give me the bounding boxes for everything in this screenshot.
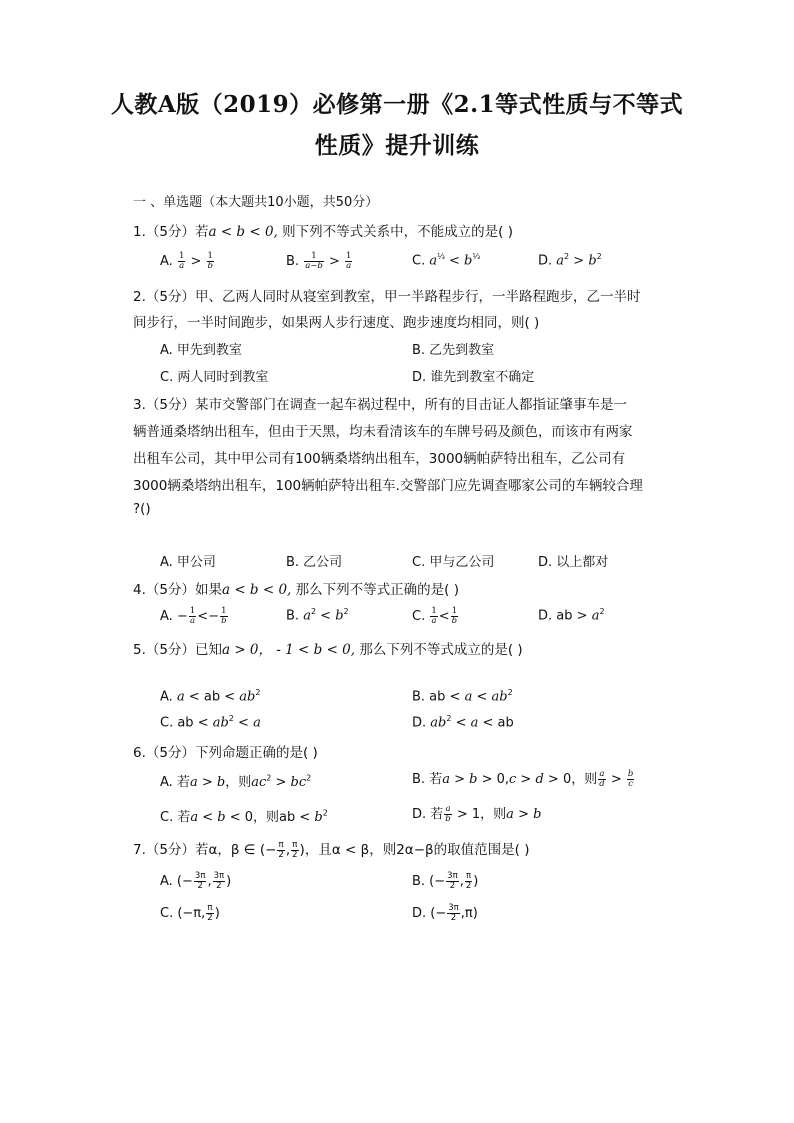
question-1-option-b: B. $\frac{1}{a-b}$ > $\frac{1}{a}$ bbox=[286, 251, 352, 271]
question-4-option-d: D. ab > $a^2$ bbox=[538, 607, 605, 624]
question-2-option-a: A. 甲先到教室 bbox=[160, 343, 242, 358]
question-3-stem-line-4: 3000辆桑塔纳出租车，100辆帕萨特出租车.交警部门应先调查哪家公司的车辆较合理 bbox=[133, 478, 643, 494]
question-7-stem: 7.（5分）若α，β ∈ (− $\frac{\pi}{2}$ , $\frac{\pi}{2}$ )，且α < β，则2α−β的取值范围是( ) bbox=[133, 839, 530, 860]
question-6-option-b: B. 若a > b > 0,c > d > 0，则 $\frac{a}{d}$ > $\frac{b}{c}$ bbox=[412, 769, 634, 789]
question-5-option-c: C. ab < $ab^2 < a$ bbox=[160, 714, 261, 731]
question-6-option-c: C. 若a < b < 0，则ab < $b^2$ bbox=[160, 808, 328, 825]
question-5-stem: 5.（5分）已知a > 0， - 1 < b < 0, 那么下列不等式成立的是( ) bbox=[133, 642, 523, 658]
question-7-option-a: A. (− $\frac{3\pi}{2}$ , $\frac{3\pi}{2}$ ) bbox=[160, 871, 232, 891]
question-2-stem-line-2: 间步行，一半时间跑步，如果两人步行速度、跑步速度均相同，则( ) bbox=[133, 315, 540, 331]
question-2-option-c: C. 两人同时到教室 bbox=[160, 370, 269, 385]
question-4-option-a: A. − $\frac{1}{a}$ <− $\frac{1}{b}$ bbox=[160, 606, 227, 626]
question-6-stem: 6.（5分）下列命题正确的是( ) bbox=[133, 745, 318, 761]
question-6-option-a: A. 若a > b，则$ac^2 > bc^2$ bbox=[160, 773, 312, 790]
document-title-line-2: 性质》提升训练 bbox=[314, 132, 480, 159]
question-3-stem-line-1: 3.（5分）某市交警部门在调查一起车祸过程中，所有的目击证人都指证肇事车是一 bbox=[133, 397, 627, 413]
question-2-option-b: B. 乙先到教室 bbox=[412, 343, 495, 358]
question-3-stem-line-2: 辆普通桑塔纳出租车，但由于天黑，均未看清该车的车牌号码及颜色，而该市有两家 bbox=[133, 424, 633, 440]
question-3-option-d: D. 以上都对 bbox=[538, 555, 609, 570]
question-3-option-a: A. 甲公司 bbox=[160, 555, 216, 570]
question-7-option-c: C. (−π, $\frac{\pi}{2}$ ) bbox=[160, 903, 220, 923]
question-3-option-b: B. 乙公司 bbox=[286, 555, 343, 570]
document-title-line-1: 人教A版（2019）必修第一册《2.1等式性质与不等式 bbox=[110, 91, 684, 118]
question-1-stem: 1.（5分）若a < b < 0, 则下列不等式关系中，不能成立的是( ) bbox=[133, 224, 513, 240]
question-4-option-b: B. $a^2 < b^2$ bbox=[286, 607, 349, 624]
question-3-stem-line-3: 出租车公司，其中甲公司有100辆桑塔纳出租车，3000辆帕萨特出租车，乙公司有 bbox=[133, 451, 626, 467]
question-5-option-a: A. a < ab < $ab^2$ bbox=[160, 688, 261, 705]
question-1-option-d: D. $a^2 > b^2$ bbox=[538, 252, 602, 269]
question-2-stem-line-1: 2.（5分）甲、乙两人同时从寝室到教室，甲一半路程步行，一半路程跑步，乙一半时 bbox=[133, 289, 641, 305]
question-1-option-c: C. $a^{\frac{1}{3}} < b^{\frac{1}{3}}$ bbox=[412, 252, 481, 269]
question-5-option-d: D. $ab^2 < a$ < ab bbox=[412, 714, 514, 731]
question-3-option-c: C. 甲与乙公司 bbox=[412, 555, 495, 570]
question-6-option-d: D. 若 $\frac{a}{b}$ > 1，则a > b bbox=[412, 804, 542, 824]
question-3-stem-line-5: ?() bbox=[133, 501, 151, 517]
question-4-stem: 4.（5分）如果a < b < 0, 那么下列不等式正确的是( ) bbox=[133, 582, 459, 598]
question-2-option-d: D. 谁先到教室不确定 bbox=[412, 370, 535, 385]
question-1-option-a: A. $\frac{1}{a}$ > $\frac{1}{b}$ bbox=[160, 251, 213, 271]
section-heading: 一 、单选题（本大题共10小题，共50分） bbox=[133, 195, 379, 210]
question-7-option-d: D. (− $\frac{3\pi}{2}$ ,π) bbox=[412, 903, 478, 923]
question-7-option-b: B. (− $\frac{3\pi}{2}$ , $\frac{\pi}{2}$ ) bbox=[412, 871, 479, 891]
question-5-option-b: B. ab < $a < ab^2$ bbox=[412, 688, 513, 705]
question-4-option-c: C. $\frac{1}{a}$ < $\frac{1}{b}$ bbox=[412, 606, 458, 626]
